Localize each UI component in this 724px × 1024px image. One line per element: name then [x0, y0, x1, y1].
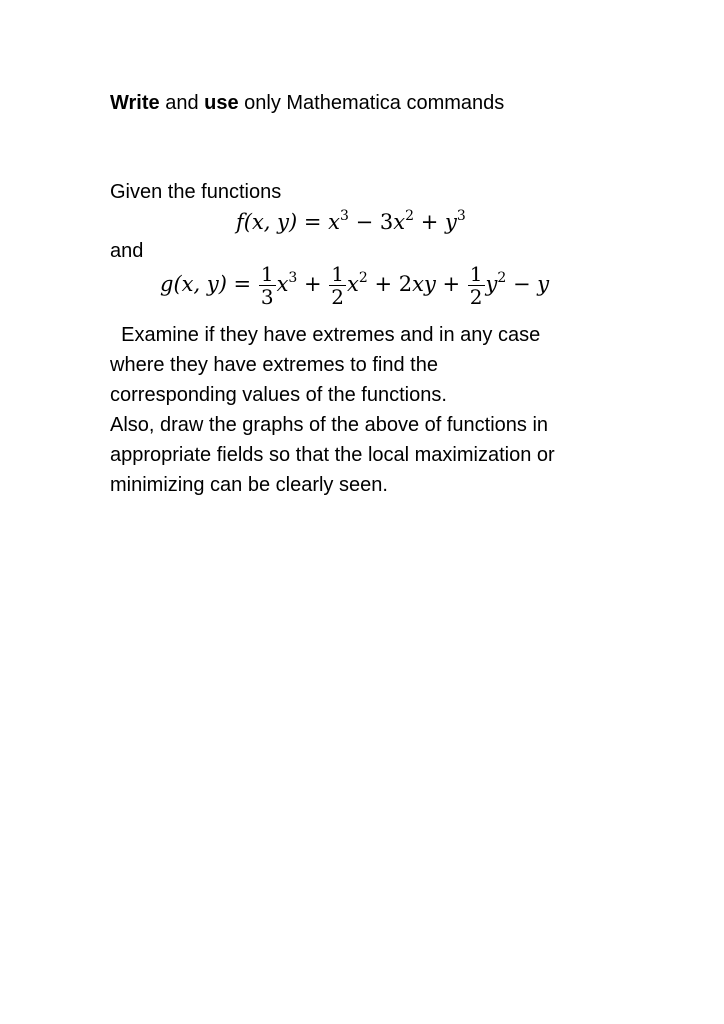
and-line: and — [110, 240, 144, 262]
f-formula — [236, 210, 466, 234]
g-t2: x — [347, 272, 359, 296]
f-x-exp: 3 — [340, 208, 349, 224]
f-plus: + — [414, 210, 445, 234]
g-frac-1-den: 3 — [260, 285, 274, 309]
instruction-rest: only Mathematica commands — [238, 92, 505, 114]
g-frac-2-den: 2 — [331, 285, 345, 309]
g-op3: + — [435, 272, 467, 296]
g-t1-exp: 3 — [288, 270, 298, 286]
paragraph-line-4: Also, draw the graphs of the above of functions in — [110, 414, 549, 436]
task-paragraph — [110, 320, 630, 500]
g-lhs: g(x, y) = — [160, 272, 258, 296]
instruction-word-use: use — [204, 92, 239, 114]
g-t1: x — [276, 272, 289, 296]
paragraph-line-1: Examine if they have extremes and in any case — [110, 324, 541, 346]
g-frac-3-den: 2 — [469, 285, 483, 309]
paragraph-line-2: where they have extremes to find the — [110, 354, 438, 376]
g-t3: xy — [412, 272, 436, 296]
g-formula — [160, 263, 549, 308]
f-y-exp: 3 — [456, 208, 466, 224]
g-frac-1 — [259, 263, 276, 308]
f-x: x — [328, 210, 341, 234]
paragraph-line-5: appropriate fields so that the local maximization or — [110, 444, 555, 466]
g-t2-exp: 2 — [358, 270, 368, 286]
instruction-mid: and — [159, 92, 205, 114]
f-x2-exp: 2 — [405, 208, 415, 224]
f-y: y — [444, 210, 457, 234]
g-t4-exp: 2 — [497, 270, 507, 286]
g-t4: y — [485, 272, 498, 296]
g-op4: − — [506, 272, 538, 296]
g-frac-1-num: 1 — [260, 262, 274, 286]
f-minus: − 3 — [348, 210, 394, 234]
instruction-line — [110, 91, 504, 115]
g-frac-2-num: 1 — [331, 262, 345, 286]
instruction-word-write: Write — [110, 92, 160, 114]
g-op2: + 2 — [367, 272, 413, 296]
g-t5: y — [537, 272, 550, 296]
g-op1: + — [297, 272, 329, 296]
g-frac-3-num: 1 — [469, 262, 483, 286]
f-lhs: f(x, y) = — [236, 210, 329, 234]
g-frac-2 — [329, 263, 346, 308]
paragraph-line-3: corresponding values of the functions. — [110, 384, 447, 406]
given-line: Given the functions — [110, 181, 282, 203]
paragraph-line-6: minimizing can be clearly seen. — [110, 474, 388, 496]
f-x2: x — [393, 210, 406, 234]
g-frac-3 — [468, 263, 485, 308]
